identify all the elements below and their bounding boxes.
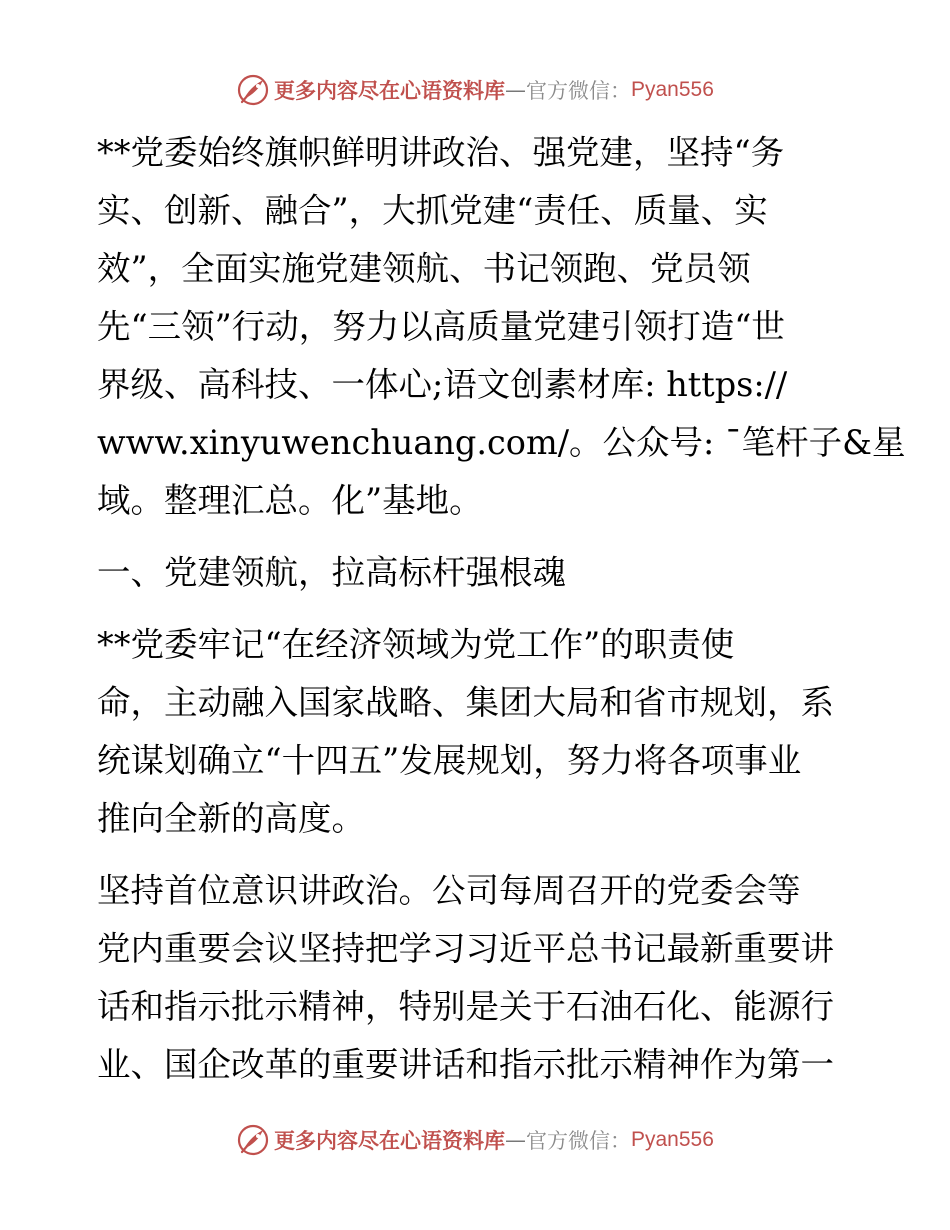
text-line: 命，主动融入国家战略、集团大局和省市规划，系 — [97, 683, 834, 722]
text-line: 域。整理汇总。化”基地。 — [97, 481, 483, 520]
text-line: **党委牢记“在经济领域为党工作”的职责使 — [97, 625, 735, 664]
text-line: 业、国企改革的重要讲话和指示批示精神作为第一 — [97, 1045, 834, 1084]
banner-official-wechat-label: 官方微信： — [526, 1129, 631, 1153]
banner-separator: — — [505, 1128, 526, 1152]
text-line: 话和指示批示精神，特别是关于石油石化、能源行 — [97, 987, 834, 1026]
banner-brand-text: 更多内容尽在心语资料库 — [274, 1129, 505, 1153]
paragraph-gap — [97, 602, 857, 616]
banner-wechat-id: Pyan556 — [631, 78, 714, 101]
document-body — [97, 124, 906, 1094]
text-line: 先“三领”行动，努力以高质量党建引领打造“世 — [97, 307, 785, 346]
paragraph-intro — [97, 124, 906, 530]
section-heading — [97, 544, 857, 602]
text-line: 效”，全面实施党建领航、书记领跑、党员领 — [97, 249, 751, 288]
heading-line: 一、党建领航，拉高标杆强根魂 — [97, 553, 566, 592]
header-watermark-banner — [236, 70, 714, 110]
banner-official-wechat-label: 官方微信： — [526, 79, 631, 103]
banner-brand-text: 更多内容尽在心语资料库 — [274, 79, 505, 103]
banner-wechat-id: Pyan556 — [631, 1128, 714, 1151]
feather-pen-logo-icon — [236, 73, 270, 107]
paragraph-gap — [97, 848, 857, 862]
paragraph-mission — [97, 616, 857, 848]
text-line: 党内重要会议坚持把学习习近平总书记最新重要讲 — [97, 929, 834, 968]
paragraph-gap — [97, 530, 857, 544]
text-line: 统谋划确立“十四五”发展规划，努力将各项事业 — [97, 741, 802, 780]
text-line: 界级、高科技、一体心;语文创素材库: https:// — [97, 365, 788, 404]
text-line: www.xinyuwenchuang.com/。公众号: ¯笔杆子&星 — [97, 423, 906, 462]
banner-separator: — — [505, 78, 526, 102]
text-line: **党委始终旗帜鲜明讲政治、强党建，坚持“务 — [97, 133, 785, 172]
text-line: 坚持首位意识讲政治。公司每周召开的党委会等 — [97, 871, 801, 910]
feather-pen-logo-icon — [236, 1123, 270, 1157]
text-line: 推向全新的高度。 — [97, 799, 365, 838]
footer-watermark-banner — [236, 1120, 714, 1160]
text-line: 实、创新、融合”，大抓党建“责任、质量、实 — [97, 191, 768, 230]
paragraph-politics — [97, 862, 857, 1094]
